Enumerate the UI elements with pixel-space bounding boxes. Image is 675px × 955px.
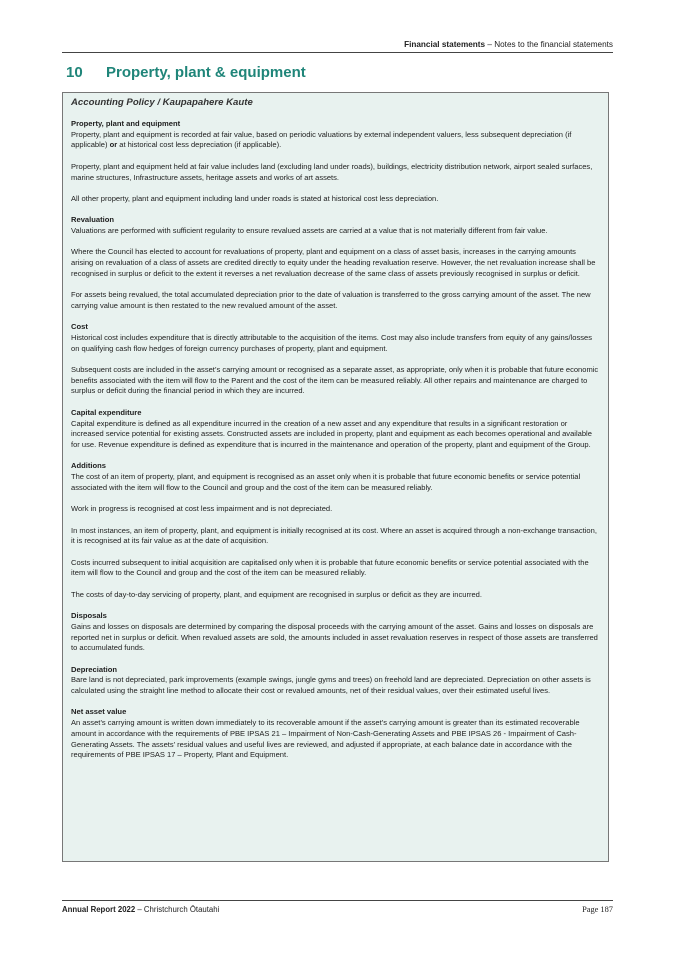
additions-heading: Additions xyxy=(71,461,107,471)
depreciation-paragraph-1: Bare land is not depreciated, park improvements (example swings, jungle gyms and trees) on freehold land are depreciated. Depreciation on other assets is calculated using the straight line method to allocate their cost or revalued amounts, net of their residual values, over their estimated useful lives. xyxy=(71,675,591,696)
accounting-policy-box xyxy=(62,92,609,862)
cost-paragraph-2: Subsequent costs are included in the asset’s carrying amount or recognised as a separate asset, as appropriate, only when it is probable that future economic benefits associated with the item will flow to the Parent and the cost of the item can be measured reliably. All other repairs and maintenance are charged to surplus or deficit during the financial period in which they are incurred. xyxy=(71,365,599,396)
ppe-p1-bold: or xyxy=(109,140,118,150)
revaluation-heading: Revaluation xyxy=(71,215,115,225)
additions-paragraph-1: The cost of an item of property, plant, and equipment is recognised as an asset only when it is probable that future economic benefits or service potential associated with the item will flow to the Council and group and the cost of the item can be measured reliably. xyxy=(71,472,581,492)
revaluation-paragraph-2: Where the Council has elected to account for revaluations of property, plant and equipment on a class of asset basis, increases in the carrying amounts arising on revaluation of a class of assets are credited directly to equity under the heading revaluation reserve. However, the net revaluation increase shall be recognised in surplus or deficit to the extent it reverses a net revaluation decrease of the same class of assets previously recognised in surplus or deficit. xyxy=(71,247,596,278)
additions-paragraph-4: Costs incurred subsequent to initial acquisition are capitalised only when it is probable that future economic benefits or service potential associated with the item will flow to the Council and group and the cost of the item can be measured reliably. xyxy=(71,557,589,578)
revaluation-paragraph-1: Valuations are performed with sufficient regularity to ensure revalued assets are carried at a value that is not materially different from fair value. xyxy=(71,225,548,235)
page-footer xyxy=(62,900,613,914)
revaluation-paragraph-3: For assets being revalued, the total accumulated depreciation prior to the date of valuation is transferred to the gross carrying amount of the asset. The new carrying value amount is then restated to the new revalued amount of the asset. xyxy=(71,290,591,310)
additions-paragraph-2: Work in progress is recognised at cost less impairment and is not depreciated. xyxy=(71,504,333,514)
ppe-paragraph-3: All other property, plant and equipment including land under roads is stated at historical cost less depreciation. xyxy=(71,193,439,203)
capex-paragraph-1: Capital expenditure is defined as all expenditure incurred in the creation of a new asset and any expenditure that results in a significant restoration or increased service potential for existing assets. Constructed assets are included in property, plant and equipment as each becomes operational and available for use. Revenue expenditure is defined as expenditure that is incurred in the maintenance and operation of the property, plant and equipment of the Group. xyxy=(71,418,592,449)
footer-report xyxy=(62,905,219,914)
footer-org: – Christchurch Ōtautahi xyxy=(135,905,220,914)
header-section: Financial statements xyxy=(404,40,486,49)
page-number: Page 187 xyxy=(582,905,613,914)
additions-paragraph-3: In most instances, an item of property, plant, and equipment is initially recognised at its cost. Where an asset is acquired through a non-exchange transaction, it is recognised at its fair value as at the date of acquisition. xyxy=(71,525,597,546)
cost-heading: Cost xyxy=(71,322,88,332)
section-number: 10 xyxy=(66,64,83,81)
ppe-p1-b: at historical cost less depreciation (if applicable). xyxy=(117,140,282,150)
ppe-paragraph-1 xyxy=(71,130,600,151)
section-title xyxy=(66,64,306,81)
nav-heading: Net asset value xyxy=(71,707,127,717)
ppe-heading: Property, plant and equipment xyxy=(71,119,181,128)
header-subsection: – Notes to the financial statements xyxy=(487,40,613,49)
section-title-text: Property, plant & equipment xyxy=(106,64,306,81)
capex-heading: Capital expenditure xyxy=(71,407,142,417)
additions-paragraph-5: The costs of day-to-day servicing of property, plant, and equipment are recognised in surplus or deficit as they are incurred. xyxy=(71,589,482,599)
footer-report-title: Annual Report 2022 xyxy=(62,905,136,914)
cost-paragraph-1: Historical cost includes expenditure that is directly attributable to the acquisition of the items. Cost may also include transfers from equity of any gains/losses on qualifying cash flow hedges of foreign currency purchases of property, plant and equipment. xyxy=(71,332,592,353)
ppe-paragraph-2: Property, plant and equipment held at fair value includes land (excluding land under roads), buildings, electricity distribution network, airport sealed surfaces, marine structures, Infrastructure assets, heritage assets and works of art assets. xyxy=(71,161,593,182)
ppe-p1-a: Property, plant and equipment is recorded at fair value, based on periodic valuations by external independent valuers, less subsequent depreciation (if applicable) xyxy=(71,129,572,150)
nav-paragraph-1: An asset’s carrying amount is written down immediately to its recoverable amount if the asset’s carrying amount is greater than its estimated recoverable amount in accordance with the requirements of PBE IPSAS 21 – Impairment of Non-Cash-Generating Assets and PBE IPSAS 26 - Impairment of Cash-Generating Assets. The assets’ residual values and useful lives are reviewed, and adjusted if appropriate, at each balance date in accordance with the requirements of PBE IPSAS 17 – Property, Plant and Equipment. xyxy=(71,718,580,760)
running-header xyxy=(62,40,613,53)
disposals-heading: Disposals xyxy=(71,611,107,621)
depreciation-heading: Depreciation xyxy=(71,664,117,674)
policy-box-heading: Accounting Policy / Kaupapahere Kaute xyxy=(71,97,253,108)
disposals-paragraph-1: Gains and losses on disposals are determined by comparing the disposal proceeds with the carrying amount of the asset. Gains and losses on disposals are reported net in surplus or deficit. When revalued assets are sold, the amounts included in asset revaluation reserves in respect of those assets are transferred to accumulated funds. xyxy=(71,621,598,653)
